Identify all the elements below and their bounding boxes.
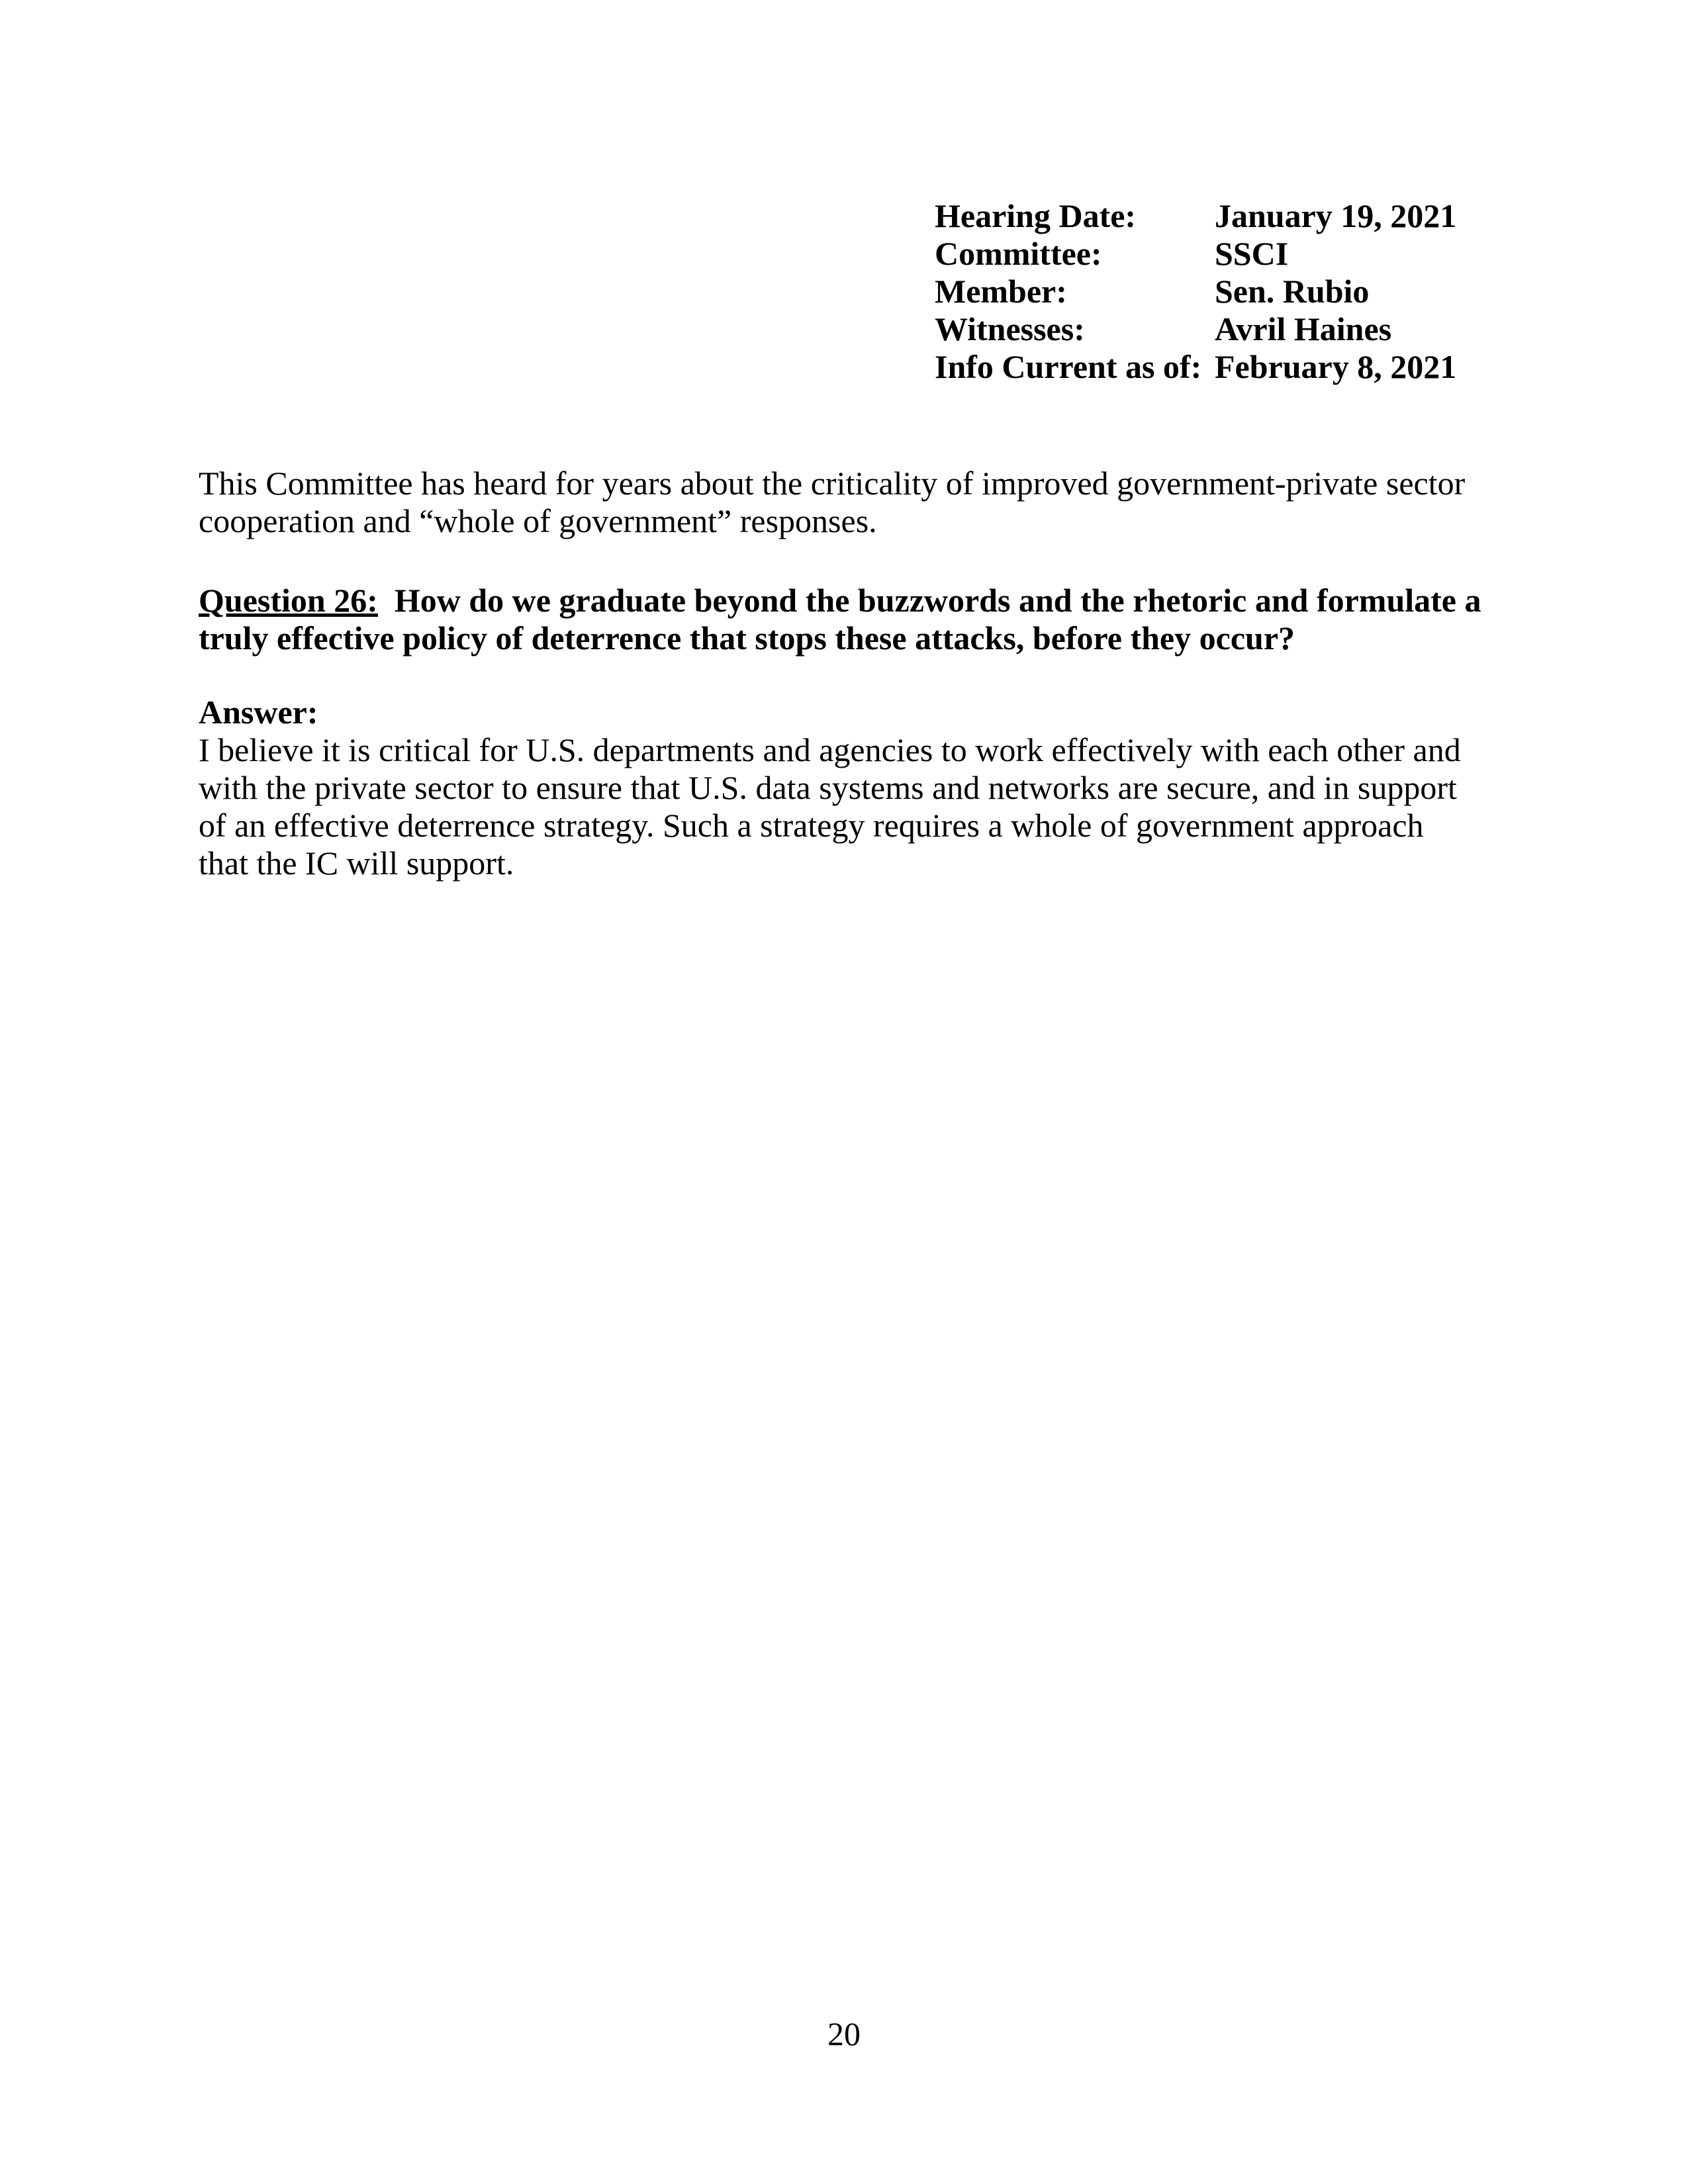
field-label: Witnesses: [935,310,1085,347]
intro-paragraph [199,465,1496,540]
question-paragraph [199,582,1496,657]
member-row [935,273,1456,310]
page-number: 20 [827,2015,861,2052]
field-label: Member: [935,273,1067,310]
hearing-date-row [935,197,1456,235]
question-text: truly effective policy of deterrence that stops these attacks, before they occur? [199,619,1295,657]
field-value: Avril Haines [1215,310,1392,347]
committee-row [935,235,1456,273]
question-label: Question 26: [199,582,378,619]
question-text: How do we graduate beyond the buzzwords and the rhetoric and formulate a [394,582,1481,619]
field-label: Info Current as of: [935,348,1202,385]
field-label: Hearing Date: [935,197,1137,234]
field-value: February 8, 2021 [1215,348,1457,385]
text-line: that the IC will support. [199,844,514,882]
answer-section [199,694,1496,882]
field-label: Committee: [935,235,1102,272]
text-line: This Committee has heard for years about the criticality of improved government-private sector [199,465,1466,502]
answer-label: Answer: [199,694,318,731]
field-value: Sen. Rubio [1215,273,1370,310]
witnesses-row [935,310,1456,348]
field-value: January 19, 2021 [1215,197,1457,234]
text-line: I believe it is critical for U.S. departments and agencies to work effectively with each other and [199,731,1461,768]
hearing-info-block [935,197,1456,386]
text-line: of an effective deterrence strategy. Such a strategy requires a whole of government approach [199,807,1424,844]
field-value: SSCI [1215,235,1289,272]
text-line: cooperation and “whole of government” responses. [199,502,877,539]
info-current-row [935,348,1456,386]
text-line: with the private sector to ensure that U.S. data systems and networks are secure, and in support [199,769,1457,806]
